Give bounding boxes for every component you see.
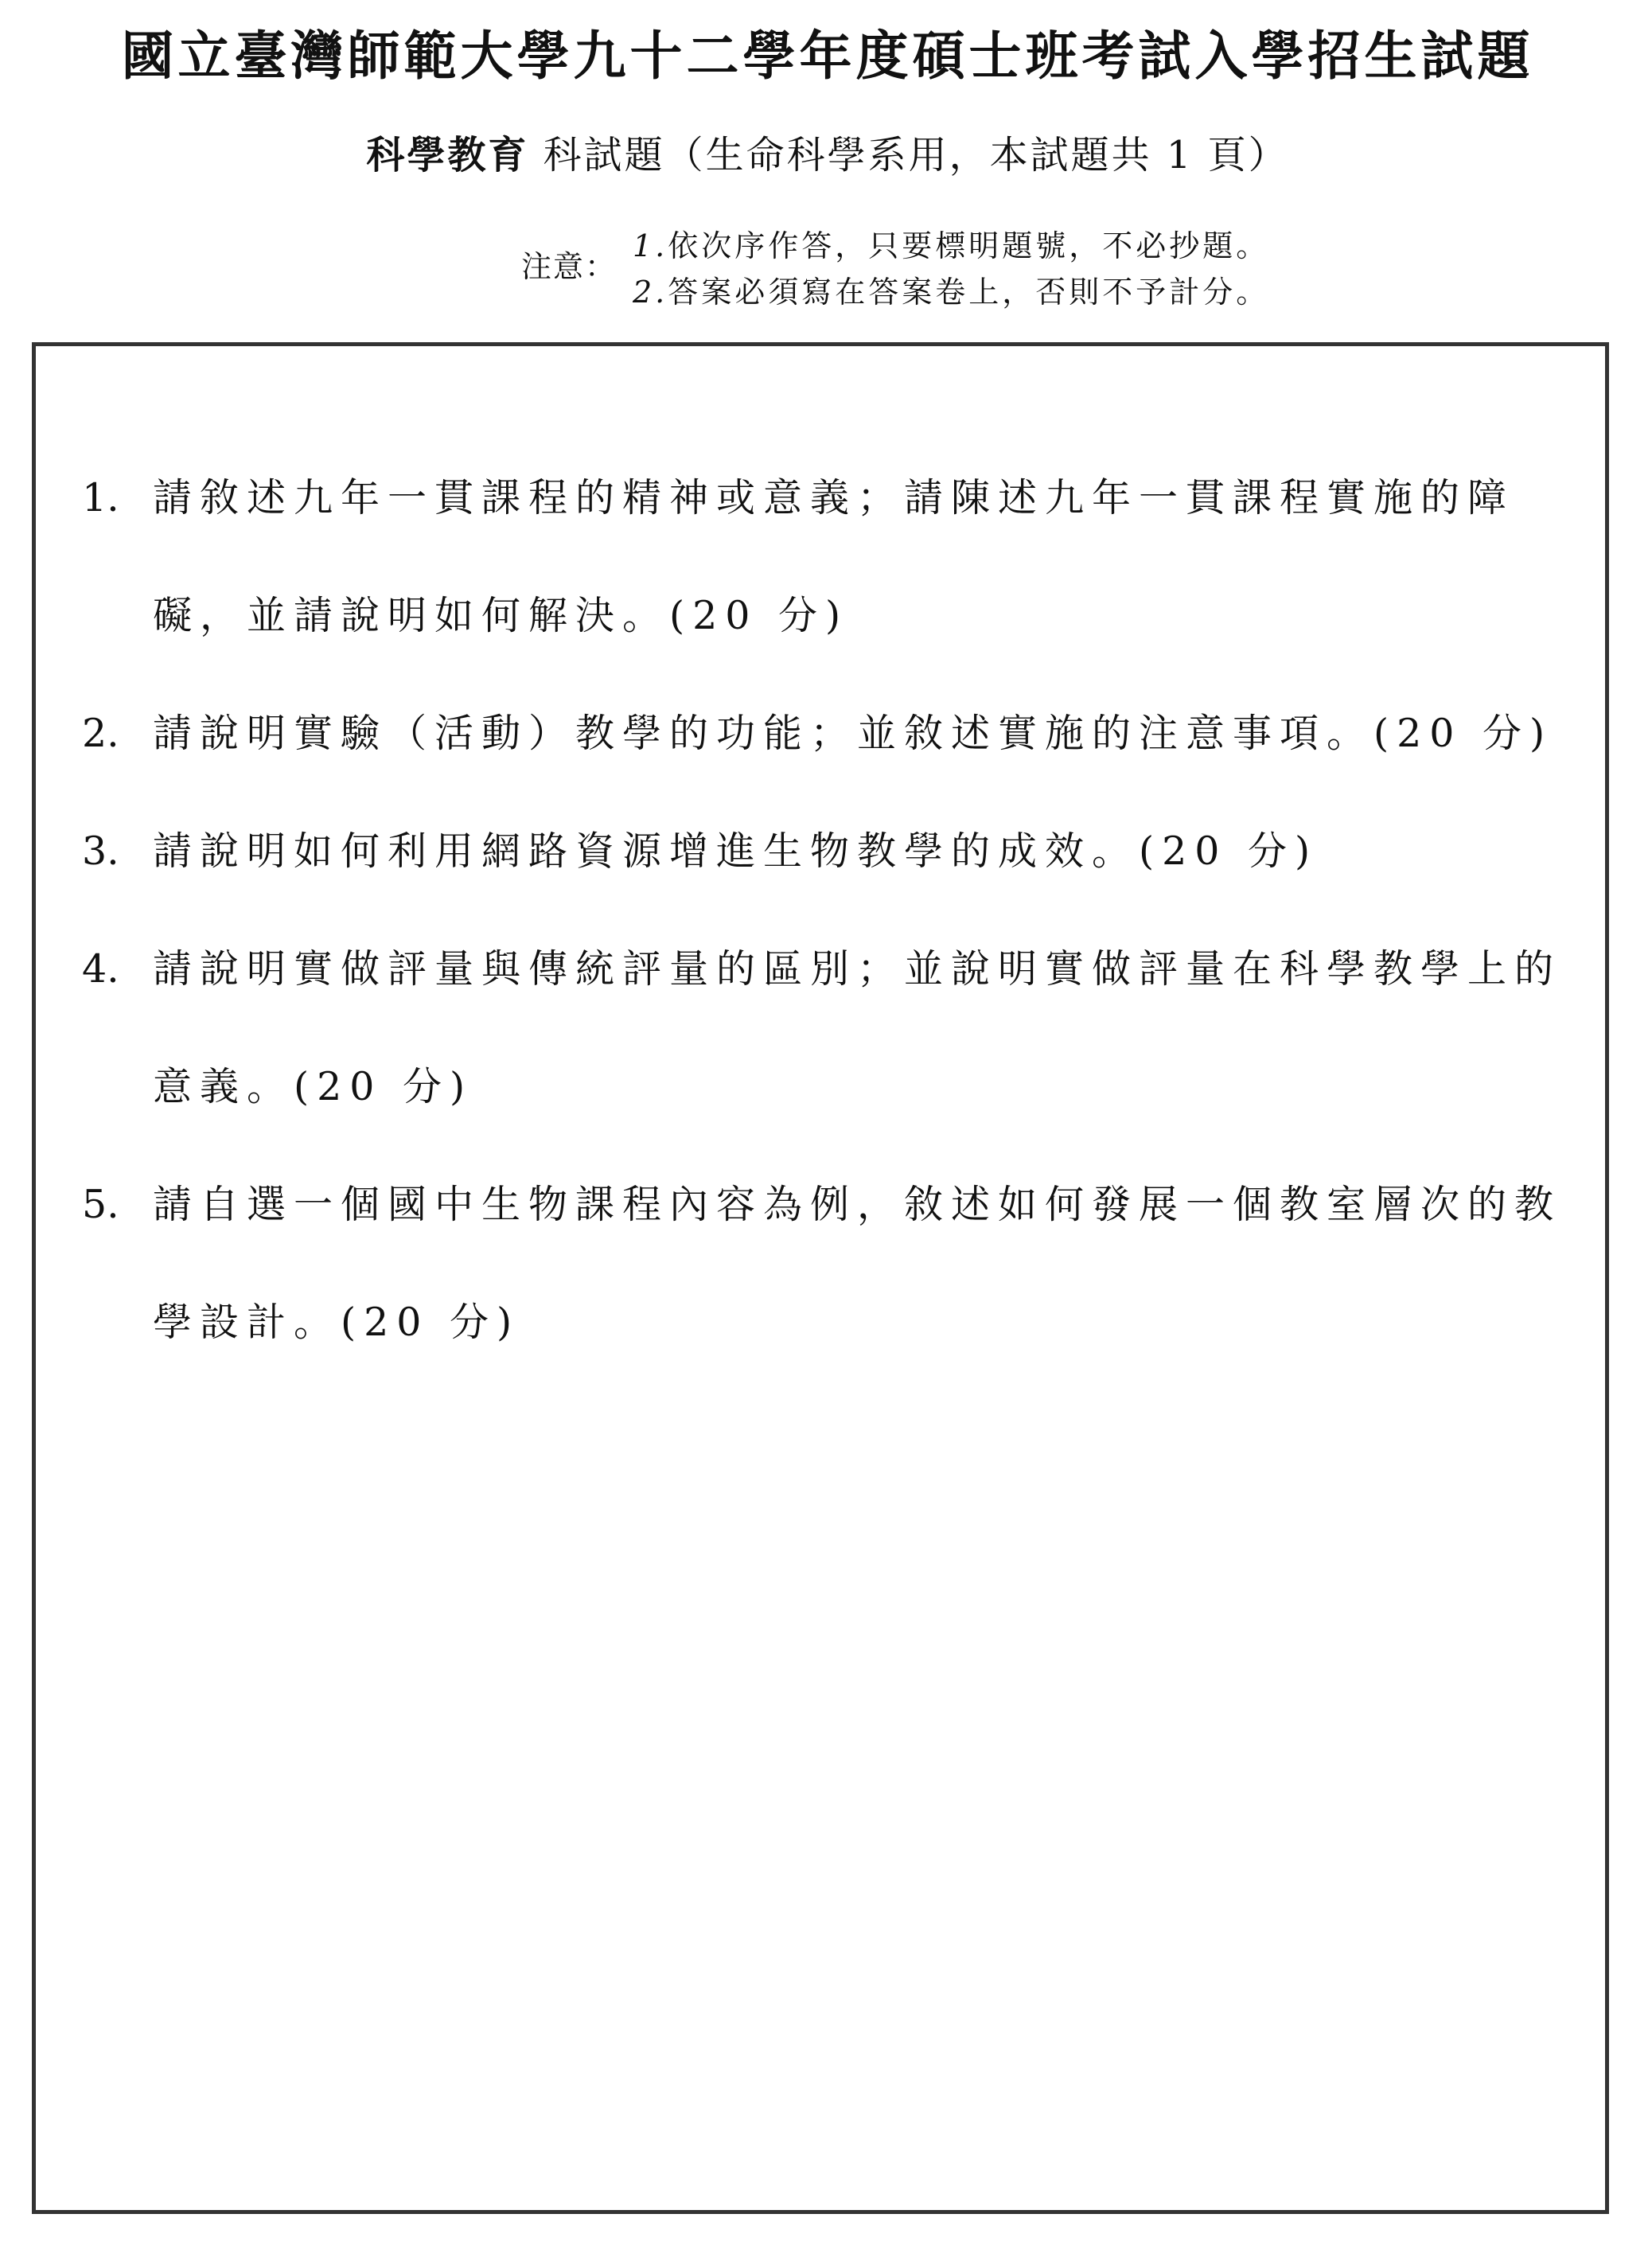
question-number: 2.	[82, 711, 119, 756]
question-item	[60, 910, 1572, 1146]
question-item	[60, 675, 1572, 793]
notice-item-number: 1.	[633, 228, 668, 263]
question-number: 4.	[82, 946, 119, 992]
question-text: 請說明如何利用網路資源增進生物教學的成效。(20 分)	[153, 828, 1319, 874]
notice-block	[521, 223, 1397, 318]
question-text: 請自選一個國中生物課程內容為例，敘述如何發展一個教室層次的教學設計。(20 分)	[153, 1182, 1562, 1345]
notice-item-number: 2.	[633, 275, 668, 310]
notice-item-text: 答案必須寫在答案卷上，否則不予計分。	[668, 275, 1270, 310]
question-text: 請說明實驗（活動）教學的功能；並敘述實施的注意事項。(20 分)	[153, 711, 1553, 756]
subject-name: 科學教育	[366, 133, 529, 177]
subtitle-details: 科試題（生命科學系用，本試題共 1 頁）	[543, 133, 1289, 177]
exam-title: 國立臺灣師範大學九十二學年度碩士班考試入學招生試題	[121, 25, 1534, 87]
exam-subtitle	[32, 119, 1623, 191]
notice-list	[633, 223, 1397, 315]
notice-item-text: 依次序作答，只要標明題號，不必抄題。	[668, 228, 1270, 263]
question-list	[60, 439, 1572, 1382]
notice-item	[633, 223, 1397, 269]
question-item	[60, 793, 1572, 910]
question-item	[60, 439, 1572, 675]
notice-label: 注意：	[521, 249, 618, 284]
question-item	[60, 1146, 1572, 1382]
question-text: 請說明實做評量與傳統評量的區別；並說明實做評量在科學教學上的意義。(20 分)	[153, 946, 1562, 1109]
question-number: 3.	[82, 828, 119, 874]
question-text: 請敘述九年一貫課程的精神或意義；請陳述九年一貫課程實施的障礙，並請說明如何解決。(20 分)	[153, 475, 1515, 638]
question-number: 5.	[82, 1182, 119, 1227]
question-number: 1.	[82, 475, 119, 520]
notice-item	[633, 269, 1397, 315]
